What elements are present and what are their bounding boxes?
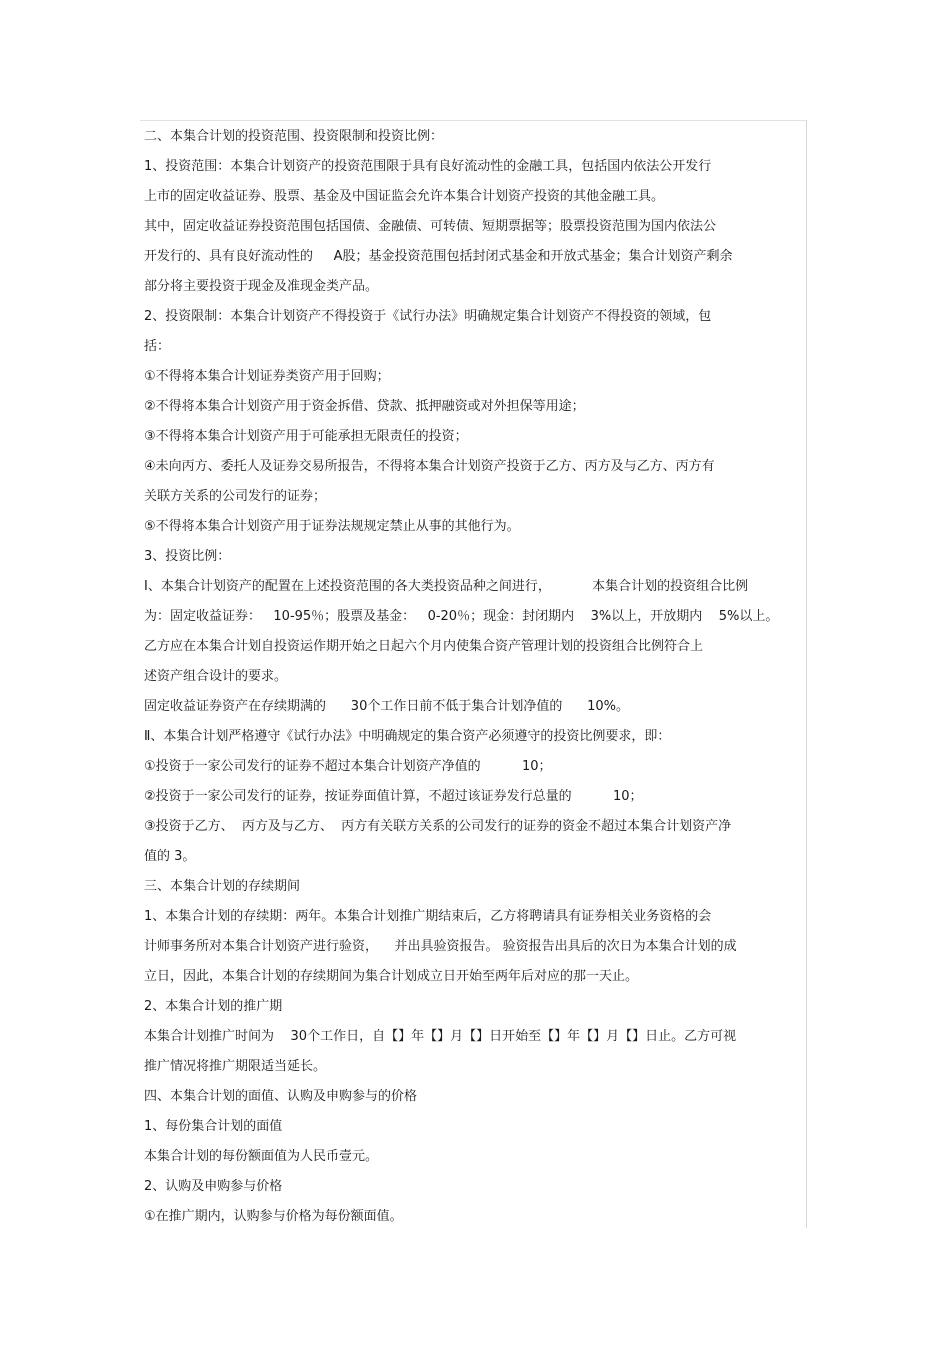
text-line: 3、投资比例： <box>144 549 231 564</box>
text-line: 乙方应在本集合计划自投资运作期开始之日起六个月内使集合资产管理计划的投资组合比例符合上 <box>144 639 704 654</box>
list-item: ②不得将本集合计划资产用于资金拆借、贷款、抵押融资或对外担保等用途； <box>144 399 585 414</box>
list-item: ②投资于一家公司发行的证券，按证券面值计算，不超过该证券发行总量的 10； <box>144 789 643 804</box>
list-item: ④未向丙方、委托人及证券交易所报告，不得将本集合计划资产投资于乙方、丙方及与乙方、丙方有 <box>144 459 715 474</box>
text-line: Ⅱ、本集合计划严格遵守《试行办法》中明确规定的集合资产必须遵守的投资比例要求，即： <box>144 729 671 744</box>
text-line: 关联方关系的公司发行的证券； <box>144 489 327 504</box>
text-line: 2、本集合计划的推广期 <box>144 999 283 1014</box>
text-line: 部分将主要投资于现金及准现金类产品。 <box>144 279 379 294</box>
text-line: 开发行的、具有良好流动性的 A股；基金投资范围包括封闭式基金和开放式基金；集合计划资产剩余 <box>144 249 733 264</box>
text-line: 计师事务所对本集合计划资产进行验资， 并出具验资报告。 验资报告出具后的次日为本集合计划的成 <box>144 939 737 954</box>
section-heading-investment: 二、本集合计划的投资范围、投资限制和投资比例： <box>144 129 444 144</box>
list-item: ③投资于乙方、 丙方及与乙方、 丙方有关联方关系的公司发行的证券的资金不超过本集合计划资产净 <box>144 819 732 834</box>
text-line: 本集合计划的每份额面值为人民币壹元。 <box>144 1149 379 1164</box>
text-line: 括： <box>144 339 171 354</box>
text-line: 推广情况将推广期限适当延长。 <box>144 1059 327 1074</box>
text-line: 上市的固定收益证券、股票、基金及中国证监会允许本集合计划资产投资的其他金融工具。 <box>144 189 665 204</box>
document-body <box>144 122 812 1232</box>
text-line: 其中，固定收益证券投资范围包括国债、金融债、可转债、短期票据等；股票投资范围为国内依法公 <box>144 219 717 234</box>
list-item: ⑤不得将本集合计划资产用于证券法规规定禁止从事的其他行为。 <box>144 519 520 534</box>
text-line: 述资产组合设计的要求。 <box>144 669 288 684</box>
text-line: Ⅰ、本集合计划资产的配置在上述投资范围的各大类投资品种之间进行， 本集合计划的投资组合比例 <box>144 579 749 594</box>
list-item: ①不得将本集合计划证券类资产用于回购； <box>144 369 390 384</box>
section-heading-price: 四、本集合计划的面值、认购及申购参与的价格 <box>144 1089 418 1104</box>
text-line: 2、投资限制：本集合计划资产不得投资于《试行办法》明确规定集合计划资产不得投资的领域，包 <box>144 309 712 324</box>
text-line: 为：固定收益证券： 10-95％；股票及基金： 0-20％；现金：封闭期内 3%以上，开放期内 5%以上。 <box>144 609 779 624</box>
text-line: 1、投资范围：本集合计划资产的投资范围限于具有良好流动性的金融工具，包括国内依法公开发行 <box>144 159 712 174</box>
text-line: 1、每份集合计划的面值 <box>144 1119 283 1134</box>
page-border-top <box>140 120 806 121</box>
text-line: 2、认购及申购参与价格 <box>144 1179 283 1194</box>
section-heading-duration: 三、本集合计划的存续期间 <box>144 879 301 894</box>
text-line: 立日，因此，本集合计划的存续期间为集合计划成立日开始至两年后对应的那一天止。 <box>144 969 639 984</box>
text-line: 值的 3。 <box>144 849 196 864</box>
text-line: 本集合计划推广时间为 30个工作日，自【】年【】月【】日开始至【】年【】月【】日止。乙方可视 <box>144 1029 737 1044</box>
text-line: 固定收益证券资产在存续期满的 30个工作日前不低于集合计划净值的 10%。 <box>144 699 630 714</box>
list-item: ①在推广期内，认购参与价格为每份额面值。 <box>144 1209 403 1224</box>
list-item: ①投资于一家公司发行的证券不超过本集合计划资产净值的 10； <box>144 759 552 774</box>
list-item: ③不得将本集合计划资产用于可能承担无限责任的投资； <box>144 429 468 444</box>
text-line: 1、本集合计划的存续期：两年。本集合计划推广期结束后，乙方将聘请具有证券相关业务资格的会 <box>144 909 712 924</box>
